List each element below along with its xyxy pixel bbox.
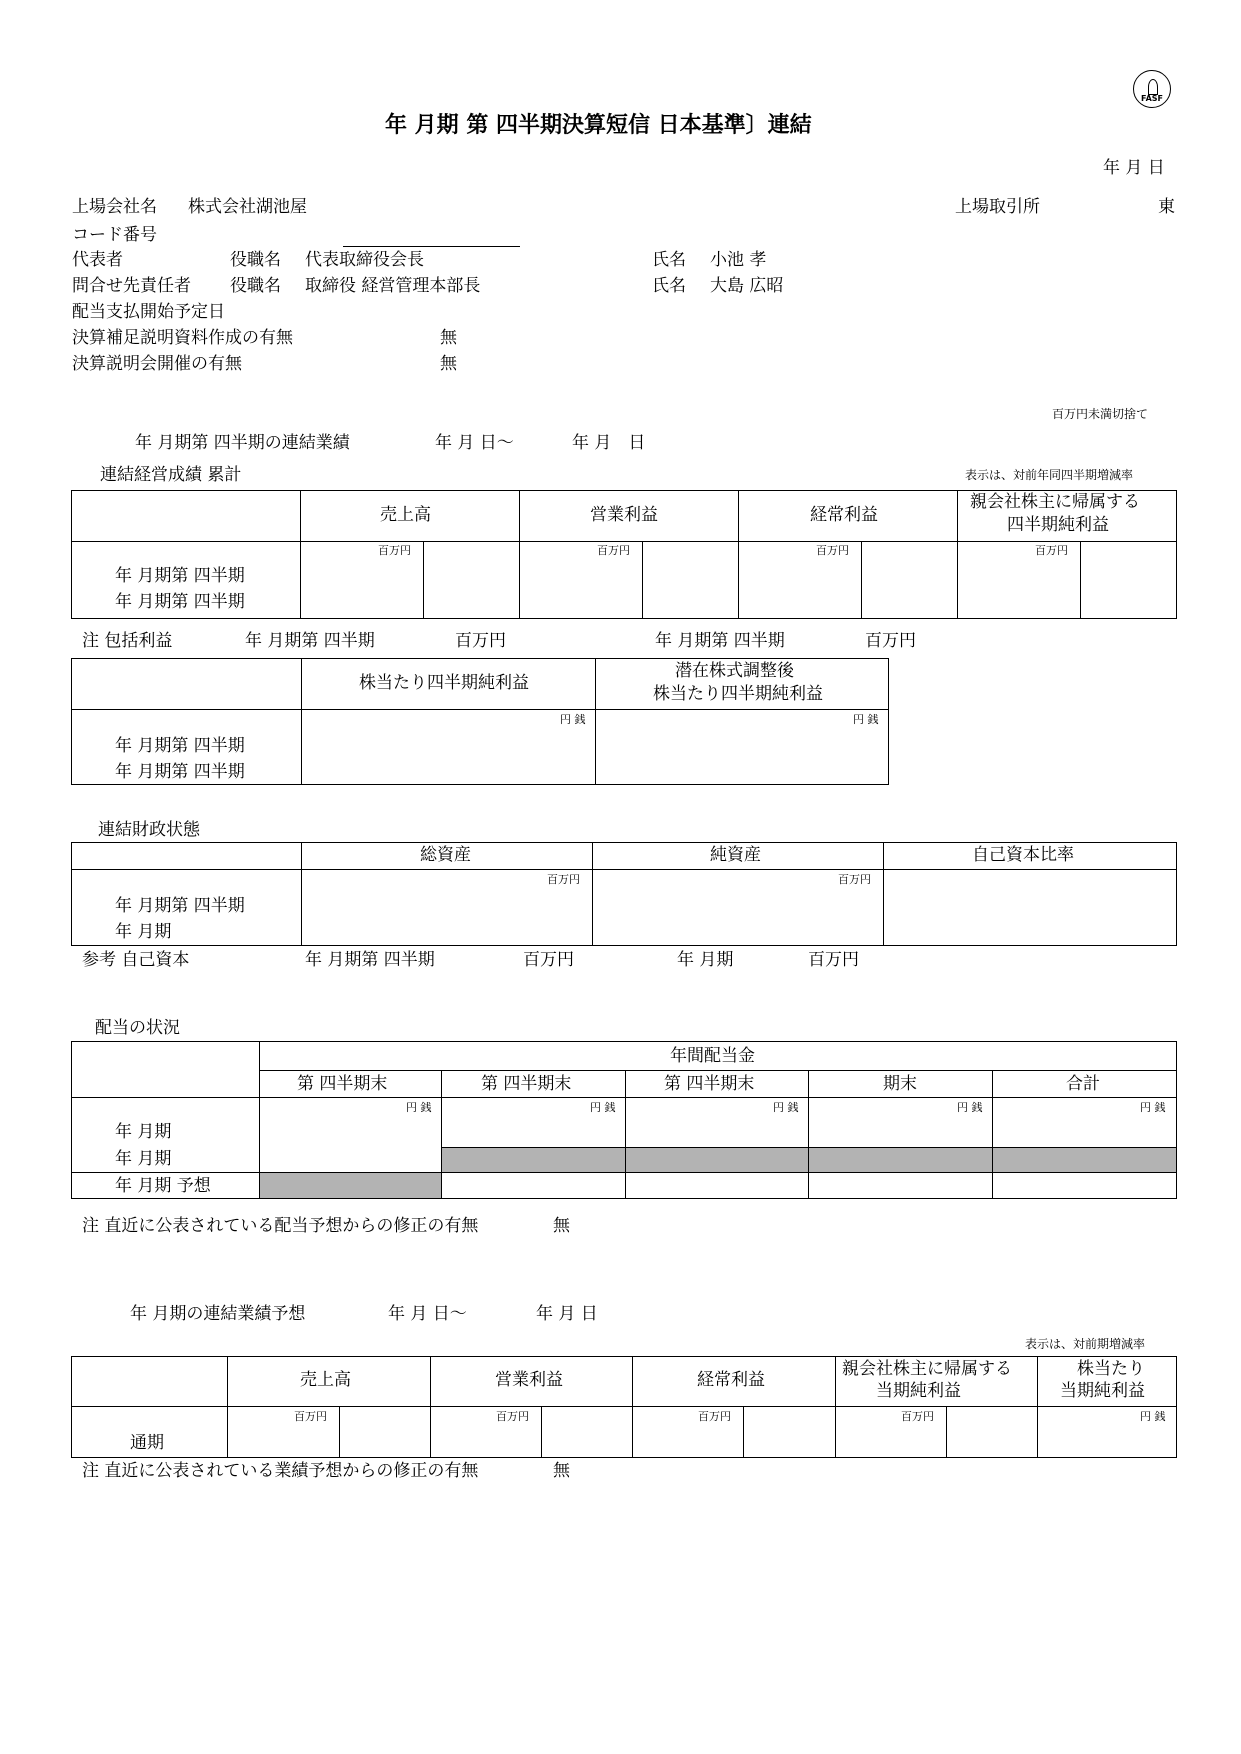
- header-eps: 株当たり四半期純利益: [359, 673, 529, 693]
- unit-note: 百万円未満切捨て: [1052, 407, 1149, 421]
- unit-label: 百万円: [597, 544, 630, 557]
- unit-yen-sen: 円 銭: [773, 1101, 799, 1114]
- dividends-row-3: 年 月期 予想: [115, 1176, 211, 1196]
- unit-label: 百万円: [698, 1410, 731, 1423]
- company-name-label: 上場会社名: [72, 197, 157, 217]
- sub-divider: [946, 1406, 947, 1458]
- dividends-heading: 配当の状況: [95, 1018, 180, 1038]
- comprehensive-unit-1: 百万円: [455, 631, 506, 651]
- forecast-period-to: 年 月 日: [536, 1304, 598, 1324]
- sub-divider: [642, 541, 643, 619]
- unit-yen-sen: 円 銭: [406, 1101, 432, 1114]
- unit-label: 百万円: [901, 1410, 934, 1423]
- sub-divider: [1080, 541, 1081, 619]
- supplement-label: 決算補足説明資料作成の有無: [72, 328, 293, 348]
- col-divider: [227, 1356, 228, 1458]
- briefing-label: 決算説明会開催の有無: [72, 354, 242, 374]
- unit-yen-sen: 円 銭: [957, 1101, 983, 1114]
- forecast-header-eps-2: 当期純利益: [1060, 1381, 1145, 1401]
- unit-yen-sen: 円 銭: [853, 713, 879, 726]
- header-total-assets: 総資産: [420, 845, 471, 865]
- col-divider: [1037, 1356, 1038, 1458]
- header-q-end: 第 四半期末: [664, 1074, 755, 1094]
- company-name: 株式会社湖池屋: [188, 197, 307, 217]
- forecast-note-value: 無: [553, 1461, 570, 1481]
- comprehensive-period-1: 年 月期第 四半期: [245, 631, 375, 651]
- ref-equity-label: 参考 自己資本: [82, 950, 190, 970]
- supplement-value: 無: [440, 328, 457, 348]
- forecast-header-sales: 売上高: [300, 1370, 351, 1390]
- fasf-logo: FASF: [1133, 70, 1171, 108]
- unit-label: 百万円: [496, 1410, 529, 1423]
- contact-title: 取締役 経営管理本部長: [305, 276, 481, 296]
- forecast-change-note: 表示は、対前期増減率: [1025, 1337, 1146, 1351]
- financial-header-line: [71, 869, 1177, 870]
- unit-label: 百万円: [816, 544, 849, 557]
- forecast-header-operating: 営業利益: [495, 1370, 563, 1390]
- code-label: コード番号: [72, 225, 157, 245]
- ref-equity-period-1: 年 月期第 四半期: [305, 950, 435, 970]
- col-divider: [625, 1070, 626, 1199]
- dividends-group-line: [259, 1070, 1177, 1071]
- col-divider: [992, 1070, 993, 1199]
- sub-divider: [861, 541, 862, 619]
- results-table-header-line: [71, 541, 1177, 542]
- financial-row-2: 年 月期: [115, 922, 172, 942]
- unit-yen-sen: 円 銭: [560, 713, 586, 726]
- forecast-period-from: 年 月 日〜: [388, 1304, 467, 1324]
- header-parent-income-1: 親会社株主に帰属する: [970, 492, 1140, 512]
- exchange-label: 上場取引所: [955, 197, 1040, 217]
- unit-label: 百万円: [378, 544, 411, 557]
- col-divider: [632, 1356, 633, 1458]
- col-divider: [430, 1356, 431, 1458]
- comprehensive-unit-2: 百万円: [865, 631, 916, 651]
- results-change-note: 表示は、対前年同四半期増減率: [965, 468, 1134, 482]
- unit-label: 百万円: [547, 873, 580, 886]
- results-row-1: 年 月期第 四半期: [115, 566, 245, 586]
- col-divider: [592, 842, 593, 946]
- col-divider: [835, 1356, 836, 1458]
- forecast-header-eps-1: 株当たり: [1077, 1359, 1145, 1379]
- rep-label: 代表者: [72, 250, 123, 270]
- header-operating-income: 営業利益: [590, 505, 658, 525]
- forecast-header-line: [71, 1406, 1177, 1407]
- per-share-row-1: 年 月期第 四半期: [115, 736, 245, 756]
- forecast-row: 通期: [130, 1433, 164, 1453]
- dividends-row-line: [441, 1147, 1177, 1148]
- dividend-date-label: 配当支払開始予定日: [72, 302, 225, 322]
- rep-name-label: 氏名: [652, 250, 686, 270]
- report-date: 年 月 日: [1103, 158, 1165, 178]
- header-parent-income-2: 四半期純利益: [1007, 515, 1109, 535]
- col-divider: [883, 842, 884, 946]
- forecast-heading: 年 月期の連結業績予想: [130, 1304, 306, 1324]
- rep-name: 小池 孝: [710, 250, 767, 270]
- financial-heading: 連結財政状態: [98, 820, 200, 840]
- sub-divider: [541, 1406, 542, 1458]
- ref-equity-unit-1: 百万円: [523, 950, 574, 970]
- dividends-forecast-line: [71, 1172, 1177, 1173]
- contact-name: 大島 広昭: [710, 276, 784, 296]
- exchange-value: 東: [1158, 197, 1175, 217]
- col-divider: [519, 490, 520, 619]
- comprehensive-period-2: 年 月期第 四半期: [655, 631, 785, 651]
- forecast-header-parent-1: 親会社株主に帰属する: [842, 1359, 1012, 1379]
- header-q-end: 第 四半期末: [297, 1074, 388, 1094]
- unit-yen-sen: 円 銭: [1140, 1410, 1166, 1423]
- code-underline: [343, 246, 520, 247]
- results-period-to: 年 月 日: [572, 433, 646, 453]
- header-equity-ratio: 自己資本比率: [972, 845, 1074, 865]
- ref-equity-period-2: 年 月期: [677, 950, 734, 970]
- briefing-value: 無: [440, 354, 457, 374]
- col-divider: [300, 490, 301, 619]
- col-divider: [957, 490, 958, 619]
- col-divider: [301, 658, 302, 785]
- financial-row-1: 年 月期第 四半期: [115, 896, 245, 916]
- col-divider: [259, 1041, 260, 1199]
- col-divider: [808, 1070, 809, 1199]
- dividends-row-2: 年 月期: [115, 1149, 172, 1169]
- col-divider: [595, 658, 596, 785]
- header-q-end: 第 四半期末: [481, 1074, 572, 1094]
- col-divider: [738, 490, 739, 619]
- results-subheading: 連結経営成績 累計: [100, 465, 242, 485]
- results-heading: 年 月期第 四半期の連結業績: [135, 433, 350, 453]
- unit-label: 百万円: [294, 1410, 327, 1423]
- header-diluted-1: 潜在株式調整後: [675, 661, 794, 681]
- header-ordinary-income: 経常利益: [810, 505, 878, 525]
- dividends-table: [71, 1041, 1177, 1199]
- header-net-assets: 純資産: [710, 845, 761, 865]
- dividends-group-header: 年間配当金: [670, 1046, 755, 1066]
- dividends-header-line: [71, 1097, 1177, 1098]
- results-row-2: 年 月期第 四半期: [115, 592, 245, 612]
- forecast-header-parent-2: 当期純利益: [876, 1381, 961, 1401]
- col-divider: [441, 1070, 442, 1199]
- per-share-header-line: [71, 709, 889, 710]
- unit-label: 百万円: [838, 873, 871, 886]
- contact-label: 問合せ先責任者: [72, 276, 191, 296]
- dividends-note: 注 直近に公表されている配当予想からの修正の有無: [82, 1216, 479, 1236]
- unit-yen-sen: 円 銭: [1140, 1101, 1166, 1114]
- header-diluted-2: 株当たり四半期純利益: [653, 684, 823, 704]
- col-divider: [301, 842, 302, 946]
- header-total: 合計: [1066, 1074, 1100, 1094]
- dividends-note-value: 無: [553, 1216, 570, 1236]
- per-share-row-2: 年 月期第 四半期: [115, 762, 245, 782]
- results-period-from: 年 月 日〜: [435, 433, 514, 453]
- ref-equity-unit-2: 百万円: [808, 950, 859, 970]
- comprehensive-label: 注 包括利益: [82, 631, 173, 651]
- rep-title: 代表取締役会長: [305, 250, 424, 270]
- sub-divider: [423, 541, 424, 619]
- contact-name-label: 氏名: [652, 276, 686, 296]
- header-year-end: 期末: [883, 1074, 917, 1094]
- forecast-note: 注 直近に公表されている業績予想からの修正の有無: [82, 1461, 479, 1481]
- dividends-row-1: 年 月期: [115, 1122, 172, 1142]
- sub-divider: [339, 1406, 340, 1458]
- contact-title-label: 役職名: [230, 276, 281, 296]
- forecast-header-ordinary: 経常利益: [697, 1370, 765, 1390]
- sub-divider: [743, 1406, 744, 1458]
- rep-title-label: 役職名: [230, 250, 281, 270]
- page-title: 年 月期 第 四半期決算短信 日本基準〕連結: [385, 113, 812, 138]
- unit-yen-sen: 円 銭: [590, 1101, 616, 1114]
- header-sales: 売上高: [380, 505, 431, 525]
- unit-label: 百万円: [1035, 544, 1068, 557]
